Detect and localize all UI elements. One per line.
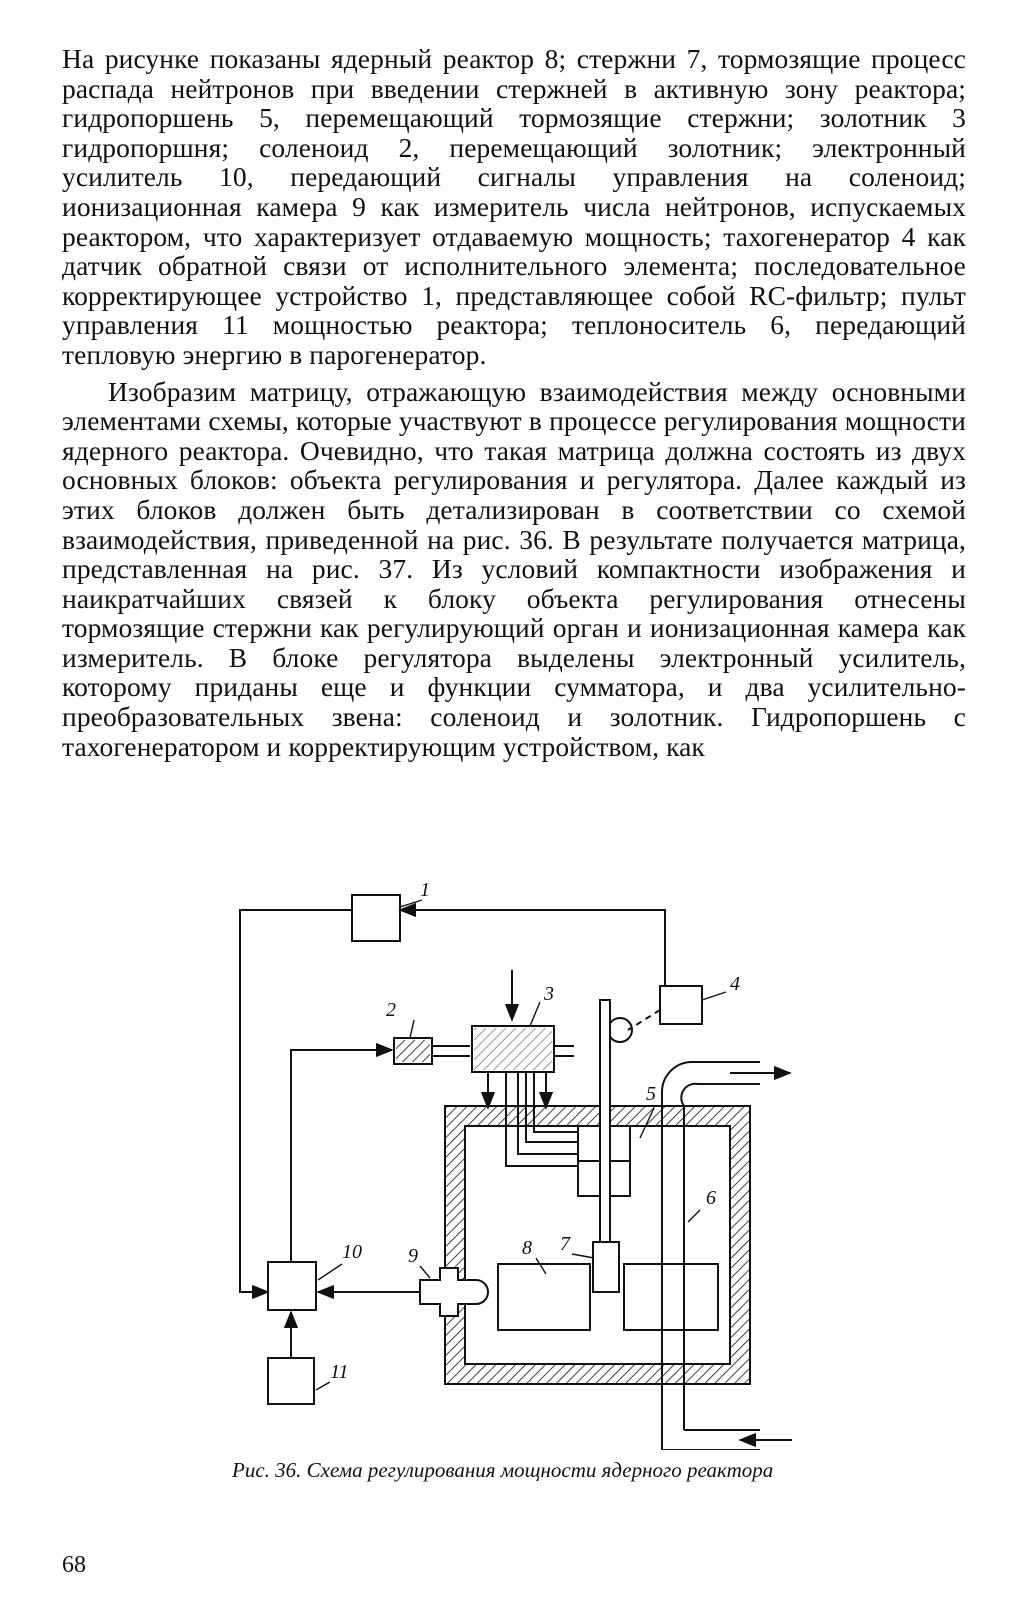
link-4-dashed — [628, 1010, 660, 1030]
label-1: 1 — [420, 879, 430, 901]
ionization-chamber-9 — [420, 1268, 488, 1316]
control-rod-7 — [593, 1242, 619, 1292]
label-11: 11 — [330, 1361, 349, 1383]
solenoid-hatching — [396, 1040, 430, 1062]
block-10-amplifier — [268, 1262, 316, 1310]
block-4-tachogenerator — [660, 986, 702, 1024]
valve-hatching — [474, 1028, 552, 1070]
body-text — [62, 44, 966, 761]
line-10-to-2 — [291, 1050, 392, 1262]
paragraph-2: Изобразим матрицу, отражающую взаимодействия между основными элементами схемы, которые участвуют в процессе регулирования мощности ядерного реактора. Очевидно, что такая матрица должна состоять из двух основных блоков: объекта регулирования и регулятора. Далее каждый из этих блоков должен быть детализирован в соответствии со схемой взаимодействия, приведенной на рис. 36. В результате получается матрица, представленная на рис. 37. Из условий компактности изображения и наикратчайших связей к блоку объекта регулирования отнесены тормозящие стержни как регулирующий орган и ионизационная камера как измеритель. В блоке регулятора выделены электронный усилитель, которому приданы еще и функции сумматора, и два усилительно-преобразовательных звена: соленоид и золотник. Гидропоршень с тахогенератором и корректирующим устройством, как — [62, 375, 966, 762]
label-5: 5 — [646, 1083, 656, 1105]
block-11-control-panel — [268, 1358, 314, 1404]
figure-36-reactor-scheme — [0, 870, 1029, 1450]
label-2: 2 — [386, 999, 396, 1021]
label-3: 3 — [544, 983, 554, 1005]
reactor-diagram — [0, 870, 1029, 1450]
line-4-to-1 — [400, 910, 665, 986]
reactor-core-right — [624, 1264, 718, 1330]
page-number: 68 — [62, 1552, 86, 1578]
label-6: 6 — [706, 1187, 716, 1209]
block-1-corrector — [352, 895, 400, 941]
label-8: 8 — [522, 1237, 532, 1259]
label-7: 7 — [560, 1233, 570, 1255]
reactor-core-8 — [498, 1264, 590, 1330]
label-4: 4 — [730, 973, 740, 995]
paragraph-1: На рисунке показаны ядерный реактор 8; стержни 7, тормозящие процесс распада нейтронов при введении стержней в активную зону реактора; гидропоршень 5, перемещающий тормозящие стержни; золотник 3 гидропоршня; соленоид 2, перемещающий золотник; электронный усилитель 10, передающий сигналы управления на соленоид; ионизационная камера 9 как измеритель числа нейтронов, испускаемых реактором, что характеризует отдаваемую мощность; тахогенератор 4 как датчик обратной связи от исполнительного элемента; последовательное корректирующее устройство 1, представляющее собой RC-фильтр; пульт управления 11 мощностью реактора; теплоноситель 6, передающий тепловую энергию в парогенератор. — [62, 43, 966, 370]
piston-rod — [600, 1000, 610, 1260]
label-9: 9 — [408, 1245, 418, 1267]
label-10: 10 — [342, 1241, 362, 1263]
figure-caption: Рис. 36. Схема регулирования мощности ядерного реактора — [232, 1458, 774, 1482]
line-1-to-10 — [240, 910, 352, 1292]
